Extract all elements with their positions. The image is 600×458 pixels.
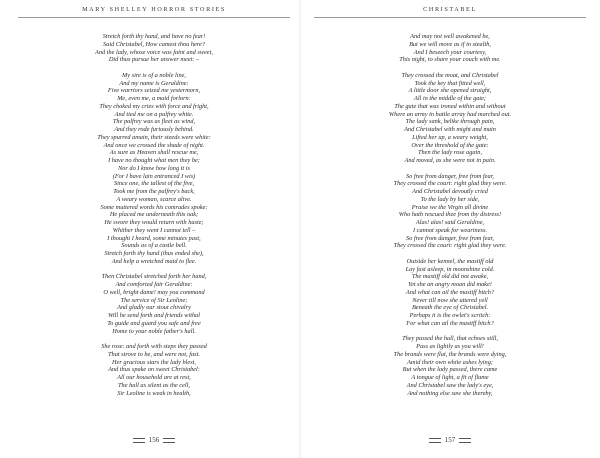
poem-line: I have no thought what men they be; (108, 157, 200, 164)
stanza (14, 72, 294, 266)
poem-line: This night, to share your couch with me. (399, 56, 501, 64)
poem-line: A weary woman, scarce alive. (116, 195, 192, 203)
poem-line: Five warriors seized me yestermorn, (107, 87, 201, 95)
poem-line: She rose: and forth with steps they passed (101, 343, 207, 350)
poem-line: And I beseech your courtesy, (413, 48, 487, 56)
poem-line: Stretch forth thy hand, and have no fear! (102, 33, 206, 40)
poem-line: Sounds as of a castle bell. (121, 242, 187, 250)
poem-line: So free from danger, free from fear, (406, 234, 494, 242)
poem-line: Said Christabel, How camest thou here? (103, 40, 205, 48)
poem-line: And what can ail the mastiff bitch? (405, 288, 495, 296)
poem-line: The hall as silent as the cell, (118, 381, 190, 389)
poem-line: The brands were flat, the brands were dying, (393, 350, 507, 358)
poem-line: They spurred amain, their steeds were white: (97, 133, 211, 141)
running-head-left: MARY SHELLEY HORROR STORIES (82, 6, 226, 13)
ornament-icon (133, 438, 145, 443)
stanza (310, 173, 590, 251)
poem-line: Lay fast asleep, in moonshine cold. (405, 265, 495, 273)
poem-line: I thought I heard, some minutes past, (107, 234, 201, 242)
poem-line: Some muttered words his comrades spoke: (100, 203, 208, 211)
poem-line: The service of Sir Leoline; (120, 296, 188, 304)
poem-line: And nothing else saw she thereby, (407, 389, 493, 397)
poem-line: That strove to be, and were not, fast. (108, 350, 200, 358)
poem-line: And once we crossed the shade of night. (103, 141, 205, 149)
poem-line: Lifted her up, a weary weight, (412, 133, 488, 141)
poem-line: So free from danger, free from fear, (406, 172, 494, 180)
poem-line: (For I have lain entranced I wis) (112, 172, 196, 180)
poem-line: And may not well awakened be, (410, 33, 490, 40)
ornament-icon (163, 438, 175, 443)
poem-line: Outside her kennel, the mastiff old (406, 257, 494, 265)
poem-line: They crossed the moat, and Christabel (401, 71, 499, 79)
poem-line: Will he send forth and friends withal (107, 312, 200, 319)
poem-line: Sir Leoline is weak in health, (117, 389, 191, 397)
poem-line: And help a wretched maid to flee. (111, 257, 197, 265)
poem-text-left (14, 33, 294, 405)
poem-line: They passed the hall, that echoes still, (402, 335, 498, 343)
poem-line: And Christabel saw the lady's eye, (406, 381, 494, 389)
header-rule-right (314, 17, 586, 18)
poem-line: The gate that was ironed within and without (394, 102, 506, 110)
poem-line: All our household are at rest, (117, 374, 191, 381)
poem-line: Did thus pursue her answer meet: – (108, 56, 200, 64)
poem-line: And gladly our stout chivalry (117, 304, 191, 312)
poem-line: A little door she opened straight, (408, 87, 492, 95)
poem-line: And my name is Geraldine: (119, 79, 189, 87)
poem-line: My sire is of a noble line, (122, 71, 186, 79)
book-gutter (298, 0, 302, 458)
page-number-value: 156 (148, 436, 160, 444)
poem-line: Perhaps it is the owlet's scritch: (409, 312, 491, 319)
poem-line: And Christabel devoutly cried (412, 188, 488, 195)
poem-line: Me, even me, a maid forlorn: (117, 95, 191, 102)
poem-line: Alas! alas! said Geraldine, (415, 219, 485, 226)
poem-line: Amid their own white ashes lying; (407, 358, 493, 366)
poem-line: A tongue of light, a fit of flame (411, 374, 489, 381)
header-rule-left (18, 17, 290, 18)
poem-line: Her gracious stars the lady blest, (112, 358, 196, 366)
poem-line: But when the lady passed, there came (402, 366, 498, 374)
poem-line: Nor do I know how long it is (118, 164, 190, 172)
poem-line: He swore they would return with haste; (104, 219, 204, 226)
poem-line: Yet she an angry moan did make! (408, 281, 492, 288)
running-head-right: CHRISTABEL (423, 6, 477, 13)
poem-line: Beneath the eye of Christabel. (411, 304, 489, 312)
poem-line: Since one, the tallest of the five, (113, 180, 195, 188)
poem-line: To guide and guard you safe and free (107, 319, 201, 327)
poem-line: Home to your noble father's hall. (112, 327, 196, 335)
page-number-value: 157 (444, 436, 456, 444)
poem-line: Pass as lightly as you will! (416, 343, 484, 350)
left-page (14, 0, 294, 458)
poem-line: As sure as Heaven shall rescue me, (109, 149, 199, 157)
stanza (14, 33, 294, 64)
poem-line: I cannot speak for weariness. (413, 226, 487, 234)
stanza (310, 33, 590, 64)
page-number-right (310, 436, 590, 444)
poem-line: And they rode furiously behind. (114, 126, 194, 133)
poem-line: Over the threshold of the gate: (411, 141, 489, 149)
poem-text-right (310, 33, 590, 405)
stanza (14, 273, 294, 335)
stanza (14, 343, 294, 397)
page-number-left (14, 436, 294, 444)
poem-line: Praise we the Virgin all divine (411, 203, 489, 211)
poem-line: And comforted fair Geraldine: (115, 281, 193, 288)
poem-line: Whither they went I cannot tell – (112, 226, 196, 234)
poem-line: And Christabel with might and main (404, 126, 496, 133)
poem-line: They choked my cries with force and fright, (99, 102, 209, 110)
poem-line: He placed me underneath this oak; (109, 211, 199, 219)
poem-line: Who hath rescued thee from thy distress! (398, 211, 502, 219)
poem-line: To the lady by her side, (420, 195, 480, 203)
poem-line: And tied me on a palfrey white. (114, 110, 194, 118)
stanza (310, 335, 590, 397)
poem-line: For what can ail the mastiff bitch? (406, 319, 494, 327)
poem-line: And moved, as she were not in pain. (404, 157, 496, 164)
poem-line: Then Christabel stretched forth her hand, (101, 273, 207, 281)
right-page (310, 0, 590, 458)
poem-line: Took me from the palfrey's back, (113, 188, 195, 195)
stanza (310, 258, 590, 328)
poem-line: And the lady, whose voice was faint and sweet, (95, 48, 213, 56)
poem-line: Where an army in battle array had marched out. (388, 110, 512, 118)
poem-line: The mastiff old did not awake, (411, 273, 489, 281)
poem-line: But we will move as if in stealth, (409, 40, 491, 48)
poem-line: All in the middle of the gate; (413, 95, 487, 102)
poem-line: They crossed the court: right glad they were. (393, 242, 507, 250)
poem-line: Then the lady rose again, (418, 149, 482, 157)
poem-line: Took the key that fitted well, (414, 79, 486, 87)
poem-line: They crossed the court: right glad they were. (393, 180, 507, 188)
poem-line: O well, bright dame! may you command (103, 288, 205, 296)
ornament-icon (459, 438, 471, 443)
ornament-icon (429, 438, 441, 443)
stanza (310, 72, 590, 165)
poem-line: Never till now she uttered yell (412, 296, 488, 304)
poem-line: Stretch forth thy hand (thus ended she), (104, 250, 204, 257)
poem-line: The lady sank, belike through pain, (405, 118, 495, 126)
poem-line: And thus spake on sweet Christabel: (108, 366, 200, 374)
poem-line: The palfrey was as fleet as wind, (112, 118, 196, 126)
